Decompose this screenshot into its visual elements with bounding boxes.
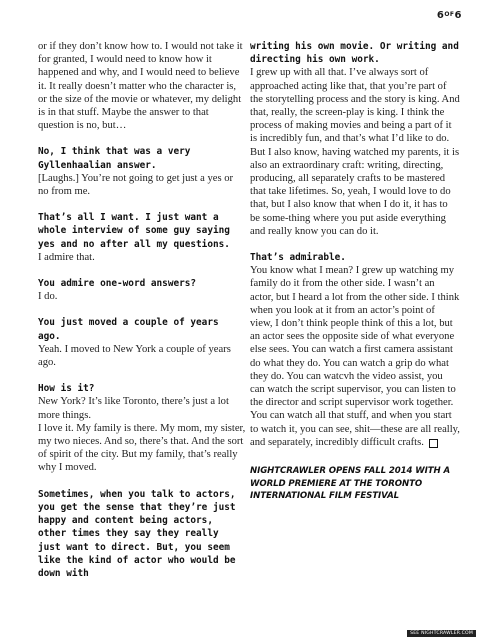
question: Sometimes, when you talk to actors, you get the sense that they’re just happy and content being actors, other times they say they really just want to direct. But, you seem like the kind of actor who would be down with [38,488,236,579]
answer-paragraph: I do. [38,291,58,303]
answer-paragraph: or if they don’t know how to. I would not take it for granted, I would need to know how it happened and why, and I would need to believe it. It really doesn’t matter who the character is, or the size of the movie or whatever, my delight is in that stuff. Maybe the answer to that question is no, but… [38,41,243,132]
question: You just moved a couple of years ago. [38,317,219,342]
answer-text: You know what I mean? I grew up watching my family do it from the other side. I wasn’t an actor, but I heard a lot from the other side. I think when you look at it from an actor’s point of view, I don’t think people think of this a lot, but an actor sees the opposite side of what everyone else sees. You can watch a first camera assistant do what they do. You can watch a grip do what they do. You can watcvh the video assist, you can watch the script supervisor, you can listen to the director and script supervisor work together. You can watch all that stuff, and when you start to watch it, you can see, shit—these are all really, and separately, incredibly difficult crafts. [250,265,460,448]
left-column [38,40,246,593]
answer-paragraph: I admire that. [38,251,95,263]
answer-paragraph: I love it. My family is there. My mom, my sister, my two nieces. And so, there’s that. And the sort of spirit of the city. But my family, that’s really why I moved. [38,422,246,474]
answer-paragraph [250,264,460,449]
film-credit: NIGHTCRAWLER OPENS FALL 2014 WITH A WORLD PREMIERE AT THE TORONTO INTERNATIONAL FILM FESTIVAL [250,466,451,502]
answer-paragraph: New York? It’s like Toronto, there’s just a lot more things. [38,396,229,421]
question: No, I think that was a very Gyllenhaalian answer. [38,146,191,171]
answer-paragraph: Yeah. I moved to New York a couple of years ago. [38,343,231,369]
page-total: 6 [454,10,462,21]
question: That’s all I want. I just want a whole interview of some guy saying yes and no after all my questions. [38,212,230,250]
footer-label: SEE NIGHTCRAWLER.COM [407,630,476,637]
answer-paragraph: I grew up with all that. I’ve always sort of approached acting like that, that you’re part of the storytelling process and the story is king. And that, really, the screen-play is king. I think the process of making movies and being a part of it is incredibly fun, and that’s what I’d like to do. But I also know, having watched my parents, it is also an extraordinary craft: writing, directing, producing, all separately crafts to be mastered that take lifetimes. So, yeah, I would love to do that, but I also know that when I do it, it has to be some-thing where you put aside everything and really know you can do it. [250,67,460,237]
page-current: 6 [436,10,445,21]
right-column [250,40,460,503]
question-continued: writing his own movie. Or writing and directing his own work. [250,41,459,66]
page-number [437,10,462,21]
end-mark-icon [429,439,438,448]
answer-paragraph: [Laughs.] You’re not going to get just a yes or no from me. [38,172,234,198]
question: How is it? [38,383,95,395]
question: You admire one-word answers? [38,278,197,290]
page-of: OF [444,11,455,18]
question: That’s admirable. [250,252,346,264]
